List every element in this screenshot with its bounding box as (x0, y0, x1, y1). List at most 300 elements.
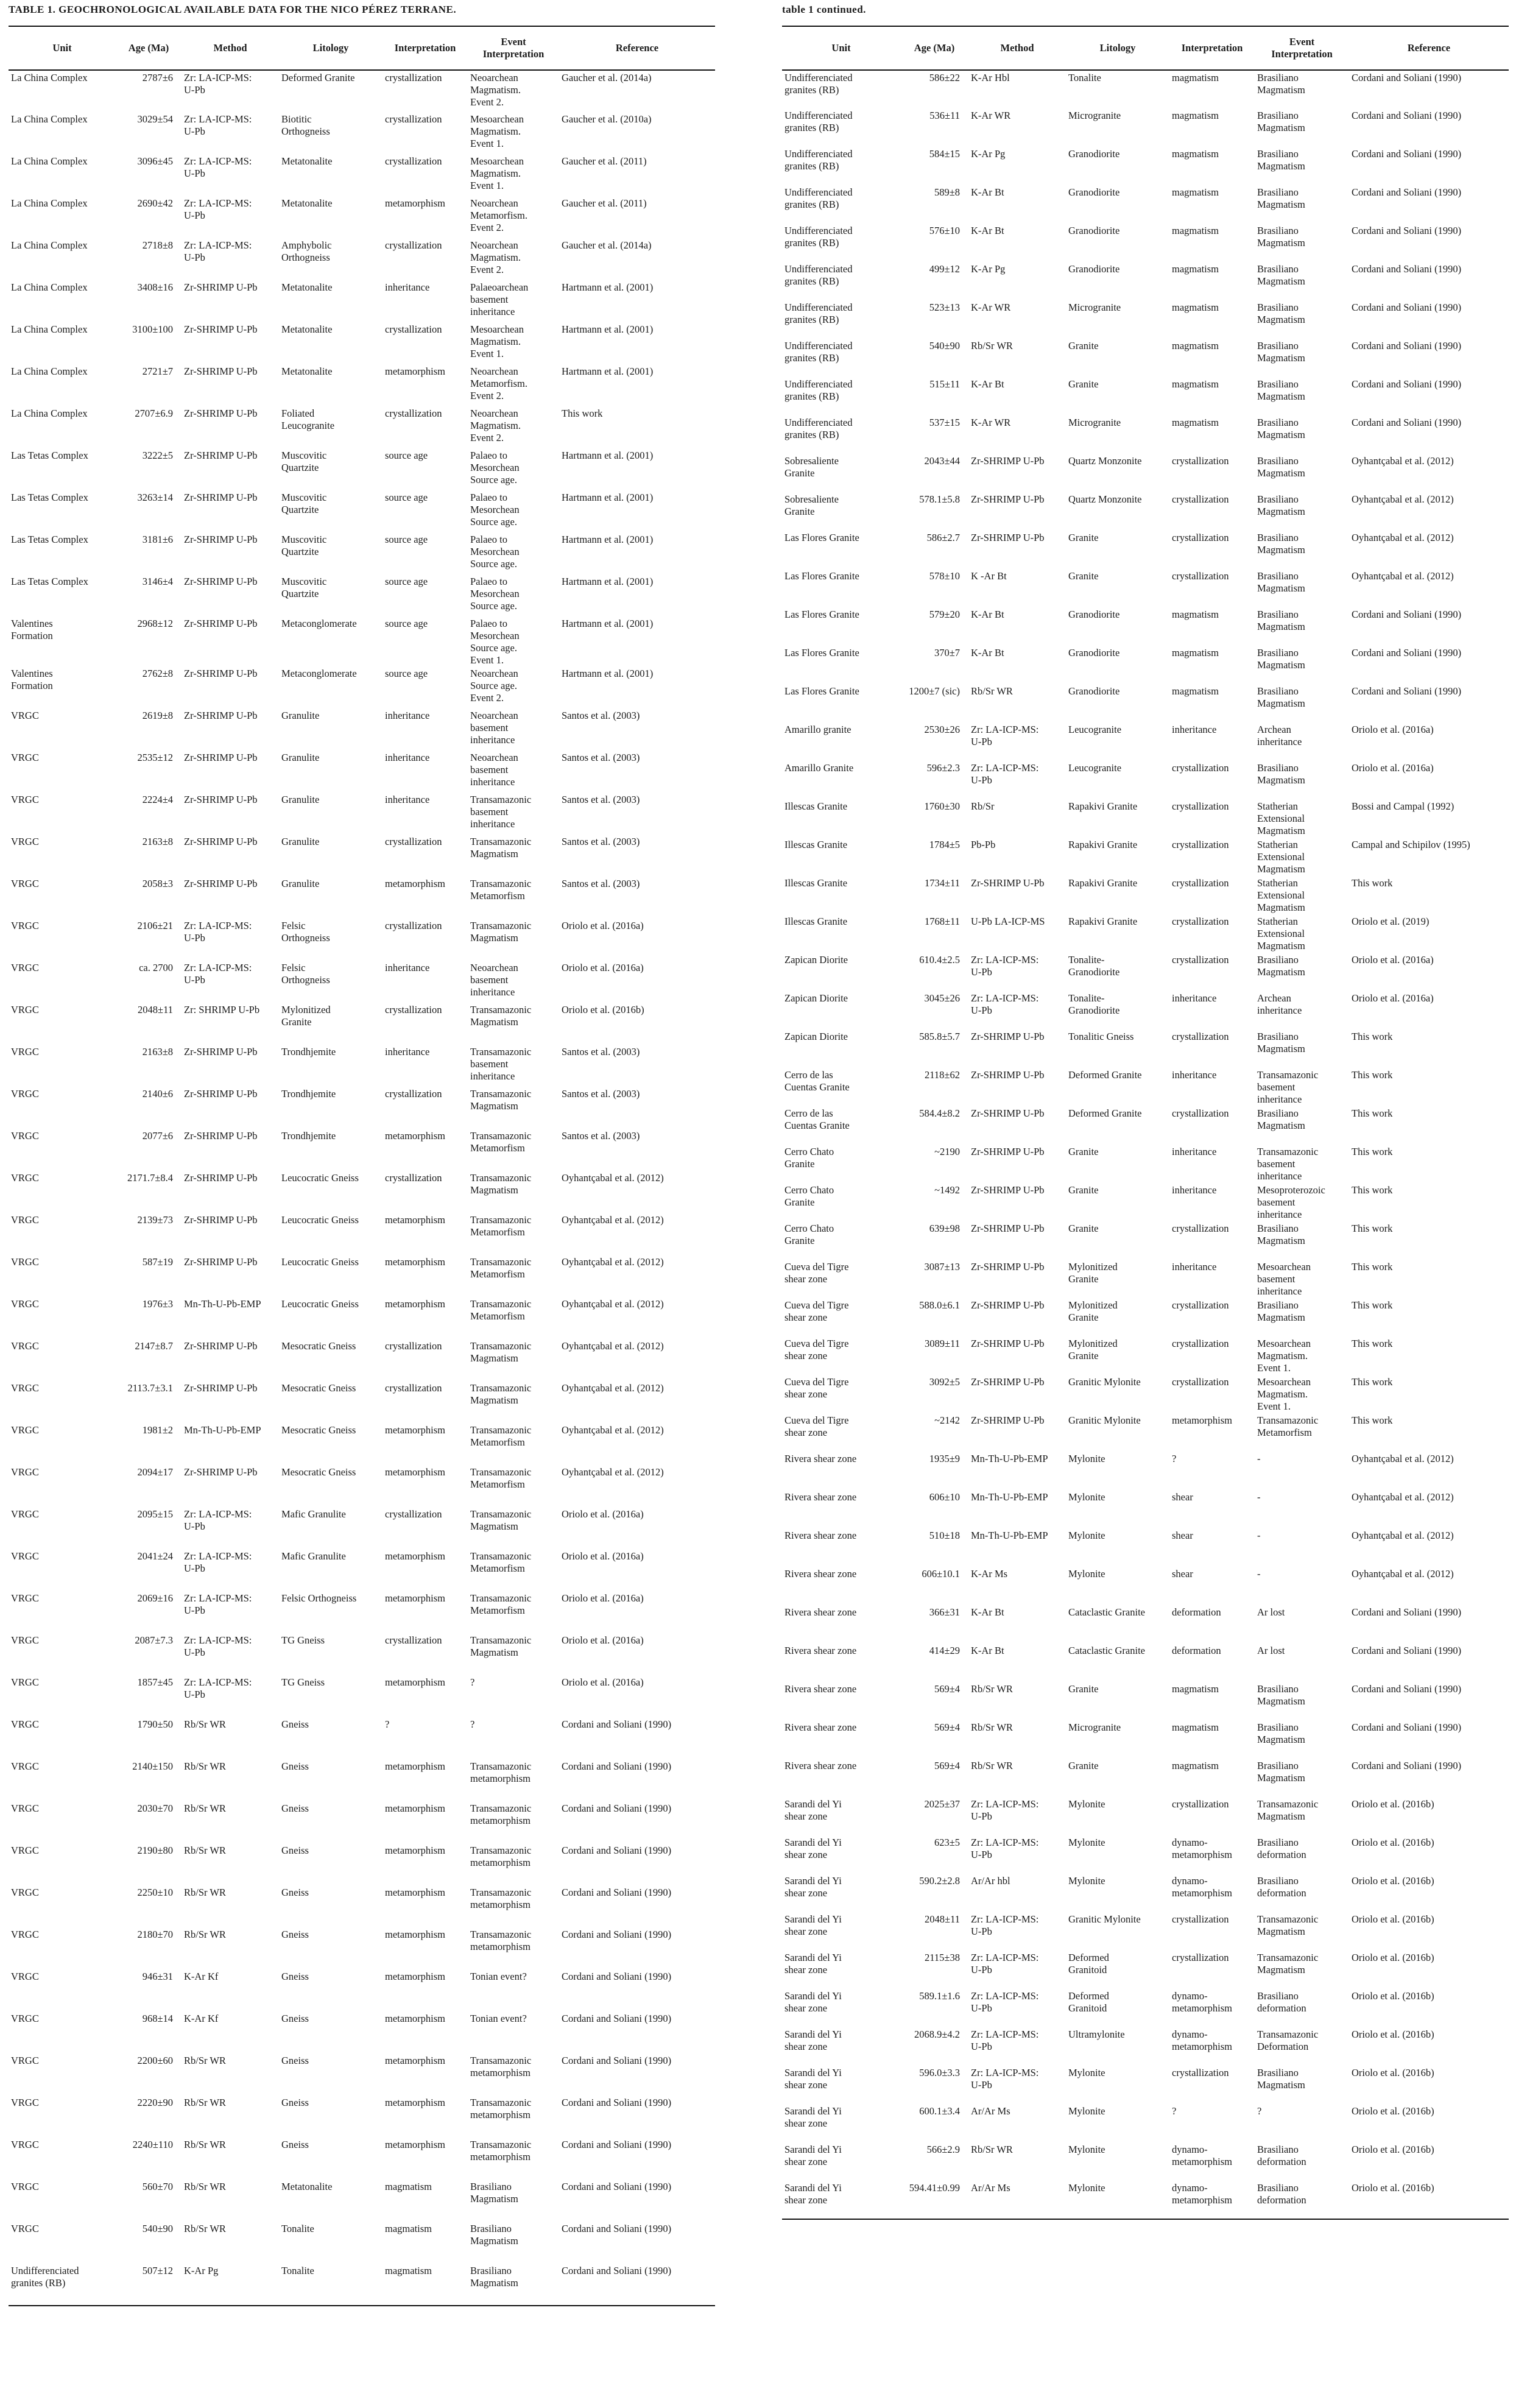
cell-event-interpretation: - (1257, 1491, 1261, 1503)
cell-reference: Oyhantçabal et al. (2012) (1352, 1453, 1454, 1464)
cell-event-interpretation: Transamazonic basement inheritance (470, 1046, 532, 1082)
header-method: Method (968, 26, 1066, 70)
cell-litology: Mylonite (1068, 1875, 1105, 1887)
cell-reference: Oriolo et al. (2016b) (1352, 1990, 1434, 2002)
cell-interpretation: metamorphism (385, 197, 445, 209)
cell-unit: VRGC (11, 2055, 39, 2066)
cell-event-interpretation: Brasiliano Magmatism (1257, 1107, 1305, 1131)
cell-age: 3089±11 (925, 1338, 960, 1349)
cell-interpretation: metamorphism (385, 1466, 445, 1478)
cell-age: 3181±6 (142, 534, 173, 545)
table-row (9, 1549, 715, 1591)
cell-event-interpretation: Palaeo to Mesorchean Source age. (470, 534, 520, 570)
cell-reference: Santos et al. (2003) (562, 1088, 640, 1100)
cell-method: Ar/Ar Ms (968, 2181, 1066, 2219)
cell-method: Zr-SHRIMP U-Pb (184, 281, 258, 293)
cell-litology: Mesocratic Gneiss (281, 1340, 356, 1352)
cell-reference: This work (1352, 1107, 1393, 1119)
cell-interpretation: crystallization (385, 1340, 442, 1352)
table-row (9, 750, 715, 793)
cell-litology: Rapakivi Granite (1068, 839, 1138, 850)
header-interpretation: Interpretation (1169, 26, 1255, 70)
cell-age: 2718±8 (142, 239, 173, 251)
cell-age: 1768±11 (925, 916, 960, 927)
cell-event-interpretation: Statherian Extensional Magmatism (1257, 800, 1305, 836)
cell-unit: Undifferenciated granites (RB) (784, 302, 853, 325)
cell-event-interpretation: Transamazonic Metamorfism (1257, 1414, 1319, 1438)
cell-reference: Gaucher et al. (2010a) (562, 113, 652, 125)
cell-litology: Mylonitized Granite (1068, 1261, 1118, 1285)
header-litology: Litology (1066, 26, 1169, 70)
table-row (9, 2096, 715, 2138)
cell-method: Rb/Sr WR (184, 2097, 226, 2108)
cell-litology: Granite (1068, 570, 1099, 582)
cell-litology: Microgranite (1068, 417, 1121, 428)
cell-event-interpretation: Brasiliano Magmatism (1257, 1031, 1305, 1054)
cell-age: 1760±30 (924, 800, 960, 812)
cell-age: 2113.7±3.1 (127, 1382, 173, 1394)
cell-unit: VRGC (11, 1424, 39, 1436)
cell-method: K-Ar WR (971, 302, 1011, 313)
cell-age: 610.4±2.5 (919, 954, 960, 966)
cell-reference: Oriolo et al. (2016a) (562, 1508, 644, 1520)
cell-reference: This work (1352, 1414, 1393, 1426)
cell-unit: Rivera shear zone (784, 1721, 857, 1733)
cell-event-interpretation: Neoarchean basement inheritance (470, 962, 518, 998)
cell-unit: Sarandi del Yi shear zone (784, 1913, 842, 1937)
cell-interpretation: crystallization (1172, 1376, 1229, 1388)
cell-interpretation: inheritance (385, 794, 430, 805)
cell-unit: VRGC (11, 878, 39, 889)
cell-method: Zr: LA-ICP-MS: U-Pb (971, 1913, 1039, 1937)
cell-litology: Mylonite (1068, 2067, 1105, 2078)
cell-age: ~2142 (934, 1414, 960, 1426)
cell-event-interpretation: Brasiliano Magmatism (1257, 1721, 1305, 1745)
table-row (782, 876, 1509, 914)
cell-unit: La China Complex (11, 239, 88, 251)
cell-reference: Santos et al. (2003) (562, 878, 640, 889)
table-row (9, 1381, 715, 1423)
cell-method: Zr-SHRIMP U-Pb (184, 878, 258, 889)
cell-litology: Microgranite (1068, 110, 1121, 121)
cell-age: 2140±6 (142, 1088, 173, 1100)
cell-unit: Sarandi del Yi shear zone (784, 2067, 842, 2091)
table-row (9, 877, 715, 919)
cell-method: Rb/Sr WR (971, 1721, 1013, 1733)
cell-age: 569±4 (934, 1683, 960, 1695)
cell-reference: Oriolo et al. (2016b) (1352, 1875, 1434, 1887)
cell-method: U-Pb LA-ICP-MS (971, 916, 1045, 927)
table-row (782, 953, 1509, 991)
cell-age: 589±8 (934, 186, 960, 198)
table-row (782, 1298, 1509, 1336)
table-row (9, 196, 715, 238)
table-row (9, 1885, 715, 1927)
geochronology-table-right (782, 26, 1509, 2220)
table-row (782, 569, 1509, 607)
cell-unit: Cerro Chato Granite (784, 1146, 834, 1170)
cell-age: 1981±2 (142, 1424, 173, 1436)
table-row (9, 1423, 715, 1465)
cell-reference: Oriolo et al. (2016b) (1349, 2181, 1509, 2219)
cell-litology: Granite (1068, 1683, 1099, 1695)
cell-reference: Oyhantçabal et al. (2012) (562, 1256, 664, 1268)
cell-event-interpretation: Brasiliano Magmatism (468, 2264, 559, 2306)
cell-litology: Mylonite (1068, 1798, 1105, 1810)
cell-litology: Microgranite (1068, 302, 1121, 313)
cell-age: 2115±38 (925, 1952, 960, 1963)
cell-litology: Felsic Orthogneiss (281, 1592, 357, 1604)
cell-reference: Cordani and Soliani (1990) (1352, 72, 1462, 83)
cell-reference: Cordani and Soliani (1990) (562, 2097, 672, 2108)
header-row (782, 26, 1509, 70)
cell-litology: Granitic Mylonite (1068, 1913, 1141, 1925)
cell-interpretation: magmatism (1172, 186, 1219, 198)
cell-event-interpretation: Transamazonic Metamorfism (470, 1466, 532, 1490)
table-row (9, 448, 715, 490)
cell-unit: Las Tetas Complex (11, 576, 88, 587)
cell-litology: Trondhjemite (281, 1130, 336, 1142)
cell-litology: Mylonite (1068, 1568, 1105, 1580)
cell-method: Rb/Sr WR (184, 1760, 226, 1772)
cell-interpretation: source age (385, 492, 428, 503)
cell-reference: Hartmann et al. (2001) (562, 576, 654, 587)
cell-reference: Oyhantçabal et al. (2012) (1352, 532, 1454, 543)
table-row (9, 961, 715, 1003)
cell-method: Zr-SHRIMP U-Pb (184, 618, 258, 629)
cell-reference: This work (1352, 1299, 1393, 1311)
table-row (9, 616, 715, 666)
cell-interpretation: crystallization (1172, 916, 1229, 927)
table-row (9, 793, 715, 835)
table-row (782, 722, 1509, 761)
cell-unit: Cueva del Tigre shear zone (784, 1338, 849, 1361)
cell-reference: Cordani and Soliani (1990) (562, 2223, 672, 2234)
cell-reference: Hartmann et al. (2001) (562, 365, 654, 377)
cell-interpretation: metamorphism (385, 1298, 445, 1310)
cell-age: 639±98 (929, 1223, 960, 1234)
cell-unit: La China Complex (11, 197, 88, 209)
cell-method: Zr-SHRIMP U-Pb (184, 1466, 258, 1478)
cell-event-interpretation: Brasiliano Magmatism (1257, 1683, 1305, 1707)
cell-method: Rb/Sr WR (184, 2223, 226, 2234)
table-row (9, 238, 715, 280)
table-row (9, 154, 715, 196)
cell-event-interpretation: Transamazonic metamorphism (470, 1845, 532, 1868)
cell-age: 606±10 (929, 1491, 960, 1503)
table-row (782, 108, 1509, 147)
cell-method: Zr-SHRIMP U-Pb (184, 1046, 258, 1057)
cell-age: 1734±11 (925, 877, 960, 889)
cell-event-interpretation: Statherian Extensional Magmatism (1257, 916, 1305, 952)
cell-age: 623±5 (934, 1837, 960, 1848)
cell-reference: Cordani and Soliani (1990) (562, 1760, 672, 1772)
cell-reference: Cordani and Soliani (1990) (1352, 225, 1462, 236)
table-body (9, 70, 715, 2306)
cell-interpretation: crystallization (385, 72, 442, 83)
cell-method: K-Ar WR (971, 417, 1011, 428)
cell-age: 1976±3 (142, 1298, 173, 1310)
cell-litology: Mylonite (1068, 1837, 1105, 1848)
cell-interpretation: crystallization (1172, 1031, 1229, 1042)
cell-reference: Oyhantçabal et al. (2012) (562, 1424, 664, 1436)
cell-event-interpretation: Ar lost (1257, 1645, 1285, 1656)
cell-event-interpretation: ? (1257, 2105, 1262, 2117)
table-row (782, 1336, 1509, 1375)
cell-litology: Cataclastic Granite (1068, 1606, 1145, 1618)
cell-litology: Granite (1068, 378, 1099, 390)
cell-interpretation: inheritance (385, 962, 430, 973)
cell-litology: Deformed Granite (1068, 1107, 1142, 1119)
cell-method: Zr-SHRIMP U-Pb (184, 1088, 258, 1100)
cell-reference: Oyhantçabal et al. (2012) (1352, 493, 1454, 505)
cell-event-interpretation: Transamazonic Metamorfism (470, 878, 532, 902)
cell-method: Zr-SHRIMP U-Pb (184, 1214, 258, 1226)
cell-unit: VRGC (11, 1130, 39, 1142)
cell-age: 523±13 (929, 302, 960, 313)
cell-interpretation: metamorphism (385, 1845, 445, 1856)
cell-method: Zr-SHRIMP U-Pb (971, 1376, 1045, 1388)
cell-age: 366±31 (929, 1606, 960, 1618)
cell-event-interpretation: Mesoarchean Magmatism. Event 1. (470, 155, 524, 191)
cell-litology: Granodiorite (1068, 148, 1120, 160)
cell-litology: Muscovitic Quartzite (281, 534, 327, 557)
cell-litology: Cataclastic Granite (1068, 1645, 1145, 1656)
cell-interpretation: crystallization (385, 113, 442, 125)
cell-method: K-Ar Ms (971, 1568, 1008, 1580)
cell-event-interpretation: Tonian event? (470, 2013, 527, 2024)
cell-method: Rb/Sr WR (971, 685, 1013, 697)
cell-litology: Tonalite- Granodiorite (1068, 954, 1120, 978)
cell-reference: Santos et al. (2003) (562, 752, 640, 763)
table-row (782, 1912, 1509, 1951)
cell-interpretation: inheritance (1172, 724, 1217, 735)
cell-interpretation: inheritance (1172, 1184, 1217, 1196)
cell-event-interpretation: Neoarchean Magmatism. Event 2. (470, 72, 521, 108)
cell-event-interpretation: Archean inheritance (1257, 724, 1302, 747)
cell-unit: VRGC (11, 1382, 39, 1394)
cell-litology: Mylonite (1068, 2144, 1105, 2155)
cell-reference: Oriolo et al. (2016b) (1352, 2105, 1434, 2117)
cell-interpretation: metamorphism (385, 1676, 445, 1688)
cell-interpretation: inheritance (1172, 1261, 1217, 1273)
cell-unit: VRGC (11, 1004, 39, 1015)
cell-age: 3408±16 (137, 281, 173, 293)
cell-method: Zr-SHRIMP U-Pb (184, 794, 258, 805)
cell-age: 2619±8 (142, 710, 173, 721)
table-body (782, 70, 1509, 2219)
cell-reference: This work (1352, 1261, 1393, 1273)
cell-litology: Foliated Leucogranite (281, 408, 335, 431)
cell-unit: Cueva del Tigre shear zone (784, 1299, 849, 1323)
cell-age: 2762±8 (142, 668, 173, 679)
cell-unit: Cerro Chato Granite (784, 1223, 834, 1246)
cell-interpretation: magmatism (385, 2223, 432, 2234)
cell-reference: Hartmann et al. (2001) (562, 618, 654, 629)
cell-interpretation: metamorphism (385, 2139, 445, 2150)
cell-event-interpretation: Brasiliano Magmatism (1257, 110, 1305, 133)
cell-reference: Hartmann et al. (2001) (562, 534, 654, 545)
cell-interpretation: magmatism (1172, 1760, 1219, 1771)
cell-method: K-Ar Hbl (971, 72, 1010, 83)
cell-reference: This work (562, 408, 603, 419)
cell-reference: This work (1352, 1069, 1393, 1081)
table-row (9, 2011, 715, 2053)
cell-age: 576±10 (929, 225, 960, 236)
cell-event-interpretation: Transamazonic Magmatism (470, 920, 532, 944)
cell-age: 536±11 (929, 110, 960, 121)
cell-event-interpretation: Brasiliano Magmatism (1257, 1760, 1305, 1784)
cell-method: Zr-SHRIMP U-Pb (971, 1261, 1045, 1273)
cell-reference: Oriolo et al. (2016a) (1352, 954, 1434, 966)
table-row (9, 1297, 715, 1339)
table-row (782, 1989, 1509, 2027)
cell-method: Mn-Th-U-Pb-EMP (184, 1424, 261, 1436)
table-row (782, 185, 1509, 224)
cell-age: 584.4±8.2 (919, 1107, 960, 1119)
cell-unit: VRGC (11, 1088, 39, 1100)
cell-method: Rb/Sr WR (184, 1845, 226, 1856)
table-row (9, 835, 715, 877)
cell-unit: Sobresaliente Granite (784, 455, 839, 479)
cell-unit: VRGC (11, 962, 39, 973)
cell-reference: Cordani and Soliani (1990) (562, 1971, 672, 1982)
cell-unit: VRGC (11, 920, 39, 931)
cell-interpretation: magmatism (1172, 647, 1219, 658)
cell-litology: Mesocratic Gneiss (281, 1382, 356, 1394)
table-row (782, 1490, 1509, 1528)
cell-interpretation: metamorphism (385, 1592, 445, 1604)
cell-method: Zr-SHRIMP U-Pb (971, 493, 1045, 505)
cell-method: Rb/Sr WR (184, 1802, 226, 1814)
cell-litology: Tonalite (279, 2264, 383, 2306)
cell-litology: Granodiorite (1068, 263, 1120, 275)
cell-unit: Undifferenciated granites (RB) (9, 2264, 116, 2306)
cell-interpretation: metamorphism (385, 1424, 445, 1436)
cell-age: 2530±26 (924, 724, 960, 735)
header-unit: Unit (782, 26, 900, 70)
cell-age: 537±15 (929, 417, 960, 428)
cell-reference: Hartmann et al. (2001) (562, 668, 654, 679)
cell-age: 1790±50 (137, 1718, 173, 1730)
cell-litology: Gneiss (281, 2055, 309, 2066)
cell-litology: Rapakivi Granite (1068, 800, 1138, 812)
cell-litology: Granodiorite (1068, 609, 1120, 620)
cell-unit: Las Tetas Complex (11, 492, 88, 503)
cell-method: Zr: LA-ICP-MS: U-Pb (184, 1508, 252, 1532)
cell-interpretation: metamorphism (385, 2097, 445, 2108)
cell-age: 1935±9 (929, 1453, 960, 1464)
cell-unit: VRGC (11, 1046, 39, 1057)
cell-unit: La China Complex (11, 365, 88, 377)
cell-unit: Illescas Granite (784, 800, 848, 812)
cell-interpretation: dynamo- metamorphism (1169, 2181, 1255, 2219)
cell-interpretation: crystallization (1172, 1338, 1229, 1349)
cell-reference: Oriolo et al. (2016a) (1352, 992, 1434, 1004)
cell-litology: Amphybolic Orthogneiss (281, 239, 332, 263)
cell-unit: Amarillo Granite (784, 762, 854, 774)
cell-method: Zr-SHRIMP U-Pb (184, 1382, 258, 1394)
table-row (9, 280, 715, 322)
cell-interpretation: ? (385, 1718, 390, 1730)
cell-unit: Valentines Formation (11, 618, 53, 641)
cell-event-interpretation: Transamazonic Metamorfism (470, 1592, 532, 1616)
cell-reference: Oyhantçabal et al. (2012) (1352, 455, 1454, 467)
cell-unit: VRGC (11, 1760, 39, 1772)
cell-event-interpretation: Tonian event? (470, 1971, 527, 1982)
cell-method: K-Ar Pg (971, 263, 1006, 275)
cell-method: Rb/Sr WR (184, 2181, 226, 2192)
cell-litology: Granitic Mylonite (1068, 1376, 1141, 1388)
cell-age: 540±90 (929, 340, 960, 351)
cell-unit: Illescas Granite (784, 877, 848, 889)
cell-unit: VRGC (11, 1676, 39, 1688)
cell-litology: Granitic Mylonite (1068, 1414, 1141, 1426)
table-row (9, 1045, 715, 1087)
cell-litology: Metatonalite (281, 155, 333, 167)
cell-reference: Santos et al. (2003) (562, 710, 640, 721)
cell-method: K-Ar Bt (971, 186, 1004, 198)
cell-litology: Gneiss (281, 1887, 309, 1898)
cell-litology: Gneiss (281, 2097, 309, 2108)
cell-unit: Cerro Chato Granite (784, 1184, 834, 1208)
cell-reference: Oriolo et al. (2016a) (562, 1550, 644, 1562)
cell-event-interpretation: Palaeo to Mesorchean Source age. (470, 450, 520, 485)
cell-method: Zr: LA-ICP-MS: U-Pb (184, 239, 252, 263)
cell-reference: Cordani and Soliani (1990) (1352, 417, 1462, 428)
cell-method: Zr-SHRIMP U-Pb (971, 532, 1045, 543)
cell-method: Zr-SHRIMP U-Pb (184, 836, 258, 847)
table-row (9, 1591, 715, 1633)
table-continued-caption: table 1 continued. (782, 4, 866, 15)
table-row (9, 2264, 715, 2306)
cell-interpretation: metamorphism (385, 1929, 445, 1940)
cell-event-interpretation: Mesoarchean Magmatism. Event 1. (1257, 1338, 1311, 1374)
cell-litology: Mylonitized Granite (281, 1004, 331, 1028)
cell-age: 2087±7.3 (135, 1634, 173, 1646)
cell-litology: Metaconglomerate (281, 668, 357, 679)
cell-reference: Oriolo et al. (2016a) (1352, 724, 1434, 735)
cell-age: 414±29 (929, 1645, 960, 1656)
cell-interpretation: metamorphism (1172, 1414, 1232, 1426)
cell-event-interpretation: - (1257, 1568, 1261, 1580)
table-row (9, 1507, 715, 1549)
table-row (9, 532, 715, 574)
cell-litology: Leucogranite (1068, 762, 1122, 774)
cell-age: 2968±12 (137, 618, 173, 629)
cell-litology: Tonalitic Gneiss (1068, 1031, 1134, 1042)
cell-event-interpretation: Brasiliano Magmatism (1257, 378, 1305, 402)
cell-event-interpretation: - (1257, 1530, 1261, 1541)
cell-interpretation: magmatism (1172, 378, 1219, 390)
cell-unit: Cerro de las Cuentas Granite (784, 1069, 850, 1093)
table-row (9, 1717, 715, 1759)
cell-age: ca. 2700 (139, 962, 173, 973)
cell-interpretation: crystallization (385, 1004, 442, 1015)
table-row (9, 666, 715, 708)
cell-reference: This work (1352, 1146, 1393, 1157)
cell-reference: Oyhantçabal et al. (2012) (562, 1340, 664, 1352)
table-row (782, 1759, 1509, 1797)
cell-interpretation: crystallization (1172, 839, 1229, 850)
cell-age: 1784±5 (929, 839, 960, 850)
cell-unit: Rivera shear zone (784, 1491, 857, 1503)
cell-unit: Sarandi del Yi shear zone (782, 2181, 900, 2219)
cell-unit: La China Complex (11, 408, 88, 419)
cell-event-interpretation: Transamazonic metamorphism (470, 2097, 532, 2120)
cell-age: 1857±45 (137, 1676, 173, 1688)
cell-unit: VRGC (11, 1845, 39, 1856)
